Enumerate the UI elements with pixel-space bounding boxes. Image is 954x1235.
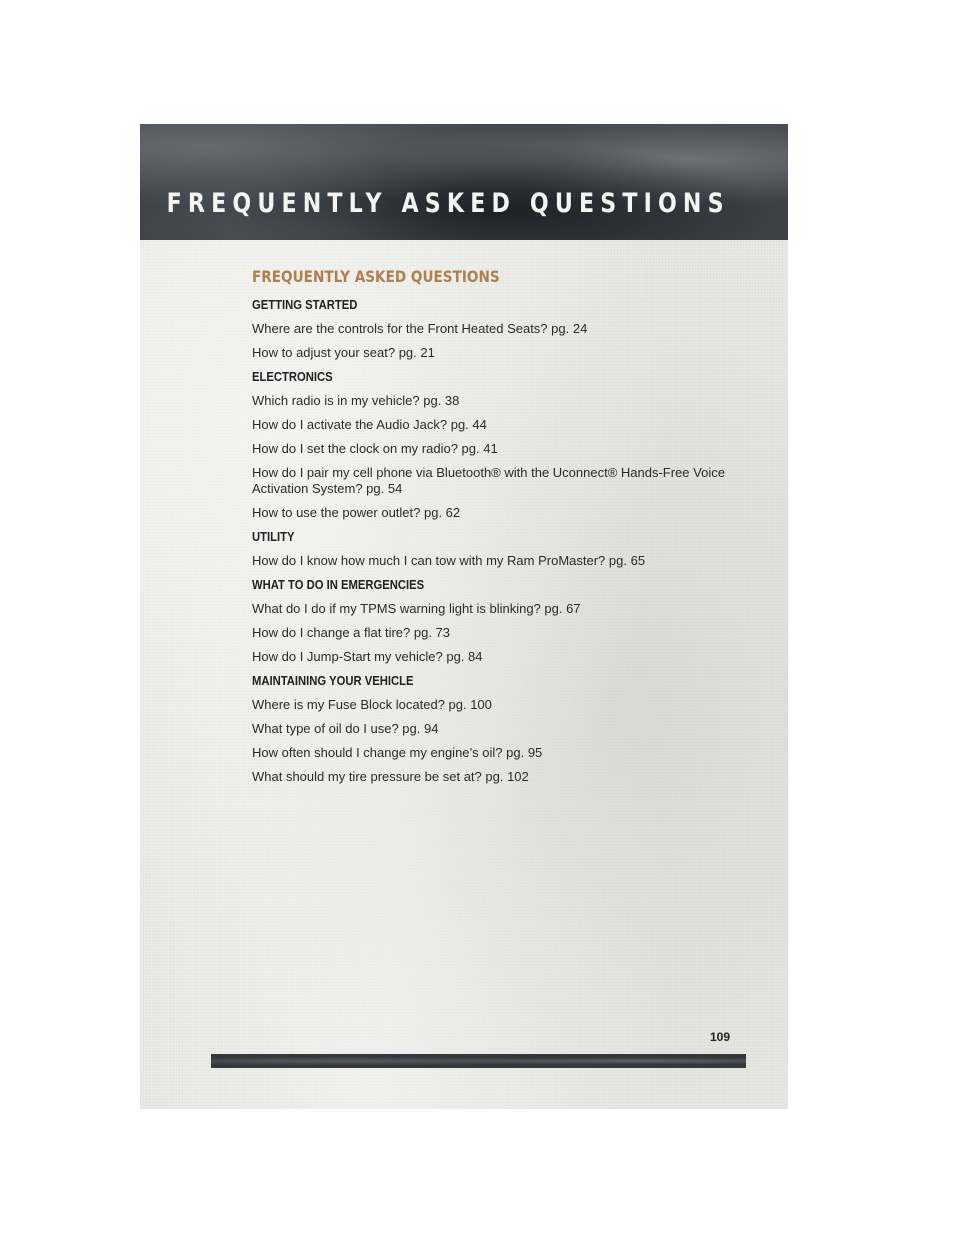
group-heading: ELECTRONICS — [252, 370, 333, 384]
faq-item: Where is my Fuse Block located? pg. 100 — [252, 697, 492, 712]
faq-group-electronics — [252, 369, 742, 521]
faq-item: How do I pair my cell phone via Bluetooth® with the Uconnect® Hands-Free Voice Activation System? pg. 54 — [252, 465, 725, 496]
group-heading: MAINTAINING YOUR VEHICLE — [252, 674, 414, 688]
group-heading: UTILITY — [252, 530, 295, 544]
faq-item: How do I know how much I can tow with my Ram ProMaster? pg. 65 — [252, 553, 646, 568]
faq-group-maintaining — [252, 673, 742, 785]
group-heading: GETTING STARTED — [252, 298, 358, 312]
faq-item: What type of oil do I use? pg. 94 — [252, 721, 439, 736]
faq-content — [252, 267, 742, 793]
faq-group-emergencies — [252, 577, 742, 665]
group-heading: WHAT TO DO IN EMERGENCIES — [252, 578, 425, 592]
faq-item: How to adjust your seat? pg. 21 — [252, 345, 435, 360]
page-number: 109 — [710, 1030, 731, 1044]
faq-item: How do I set the clock on my radio? pg. 41 — [252, 441, 498, 456]
faq-item: What do I do if my TPMS warning light is blinking? pg. 67 — [252, 601, 581, 616]
faq-item: How do I change a flat tire? pg. 73 — [252, 625, 451, 640]
footer-bar — [211, 1054, 746, 1068]
faq-group-getting-started — [252, 297, 742, 361]
faq-item: How do I Jump-Start my vehicle? pg. 84 — [252, 649, 483, 664]
faq-item: How do I activate the Audio Jack? pg. 44 — [252, 417, 487, 432]
faq-item: What should my tire pressure be set at? pg. 102 — [252, 769, 529, 784]
faq-group-utility — [252, 529, 742, 569]
faq-item: Which radio is in my vehicle? pg. 38 — [252, 393, 460, 408]
faq-item: Where are the controls for the Front Heated Seats? pg. 24 — [252, 321, 588, 336]
faq-item: How often should I change my engine’s oil? pg. 95 — [252, 745, 543, 760]
chapter-title: FREQUENTLY ASKED QUESTIONS — [166, 188, 730, 219]
section-title: FREQUENTLY ASKED QUESTIONS — [252, 267, 500, 286]
faq-item: How to use the power outlet? pg. 62 — [252, 505, 461, 520]
header-band — [140, 124, 788, 240]
manual-page — [140, 124, 788, 1109]
